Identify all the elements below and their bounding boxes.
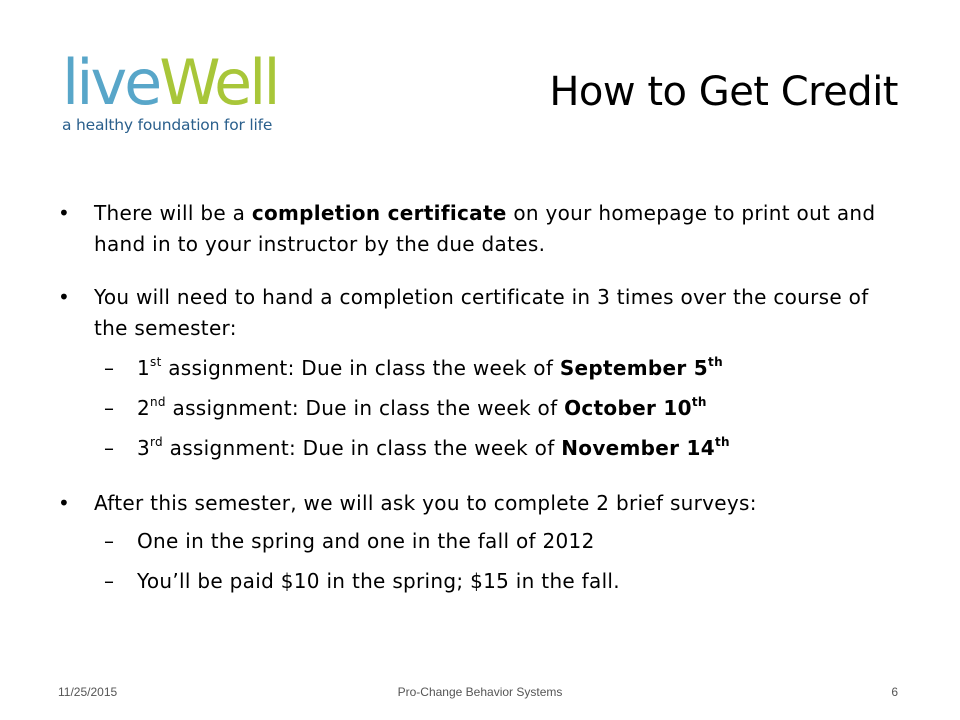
bullet-certificate [58,198,908,260]
assignment-item-3 [58,428,908,468]
survey-note-1 [58,521,908,561]
assignment-text: assignment: Due in class the week of [165,396,565,420]
assignment-date-ordinal: th [708,355,723,369]
logo-word-well: Well [159,46,278,119]
dash-marker: – [104,529,115,553]
bullet-text: After this semester, we will ask you to complete 2 brief surveys: [94,491,757,515]
livewell-logo [62,46,292,134]
assignment-text: assignment: Due in class the week of [161,356,560,380]
survey-note-text: You’ll be paid $10 in the spring; $15 in the fall. [137,569,620,593]
assignment-number: 1 [137,356,151,380]
assignment-item-2 [58,388,908,428]
bullet-text-bold: completion certificate [251,201,507,225]
logo-word-live: live [62,46,160,119]
slide-body [58,198,908,601]
bullet-dot: • [58,201,71,225]
assignment-text: assignment: Due in class the week of [162,436,562,460]
dash-marker: – [104,396,115,420]
assignment-date: November 14 [561,436,715,460]
assignment-date: September 5 [559,356,709,380]
logo-wordmark [62,46,292,119]
assignment-ordinal: rd [150,435,163,449]
assignment-number: 3 [137,436,151,460]
assignment-date: October 10 [564,396,692,420]
survey-note-text: One in the spring and one in the fall of 2012 [137,529,595,553]
assignment-date-ordinal: th [691,395,707,409]
bullet-three-times [58,282,908,344]
slide-title: How to Get Credit [549,69,898,115]
footer-date: 11/25/2015 [58,685,118,699]
footer-organization: Pro-Change Behavior Systems [397,685,563,699]
bullet-text: You will need to hand a completion certificate in 3 times over the course of the semester: [94,285,869,340]
logo-tagline: a healthy foundation for life [62,116,273,134]
dash-marker: – [104,569,115,593]
assignment-item-1 [58,348,908,388]
bullet-surveys [58,488,908,519]
bullet-dot: • [58,491,71,515]
footer-page-number: 6 [891,685,898,699]
dash-marker: – [104,436,115,460]
survey-note-2 [58,561,908,601]
dash-marker: – [104,356,115,380]
bullet-text-pre: There will be a [94,201,252,225]
assignment-ordinal: st [150,355,162,369]
bullet-dot: • [58,285,71,309]
assignment-number: 2 [137,396,151,420]
assignment-date-ordinal: th [715,435,730,449]
assignment-ordinal: nd [150,395,166,409]
bullet-text-post: on your homepage to print out and hand in to your instructor by the due dates. [94,201,876,256]
